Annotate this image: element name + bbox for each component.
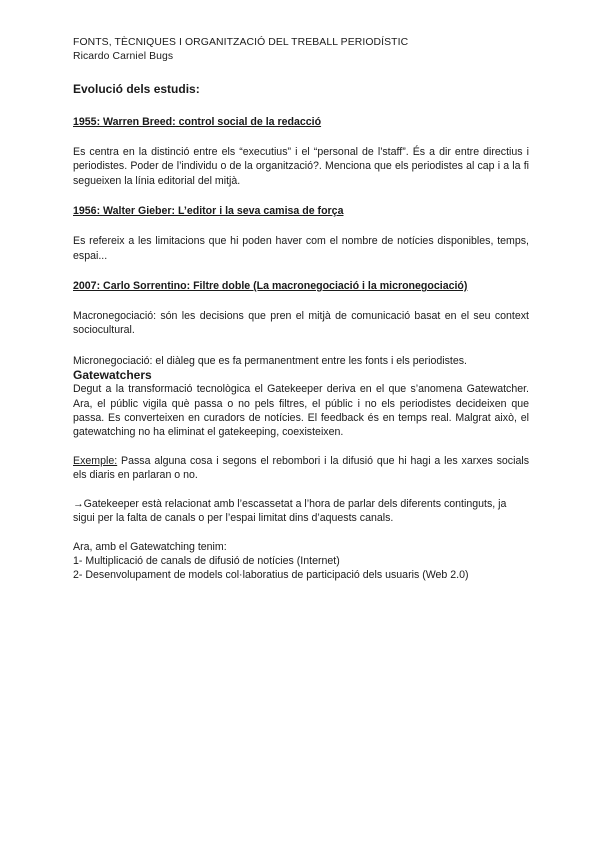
gatekeeper-note: →Gatekeeper està relacionat amb l’escassetat a l’hora de parlar dels diferents continguts, ja sigui per la falta de canals o per l’espai limitat dins d’aquests canals. — [73, 497, 507, 525]
gatewatchers-title: Gatewatchers — [73, 368, 152, 383]
study-heading-breed: 1955: Warren Breed: control social de la redacció — [73, 116, 322, 128]
gatewatchers-example — [73, 454, 529, 483]
list-item: 2- Desenvolupament de models col·laboratius de participació dels usuaris (Web 2.0) — [73, 569, 469, 582]
example-text: Passa alguna cosa i segons el rebombori i la difusió que hi hagi a les xarxes socials els diaris en parlaran o no. — [73, 454, 529, 482]
study-body-breed: Es centra en la distinció entre els “executius” i el “personal de l’staff”. És a dir entre directius i periodistes. Poder de l’individu o de la organització?. Menciona que els periodistes al cap i a la fi segueixen la línia editorial del mitjà. — [73, 146, 529, 187]
study-body-gieber: Es refereix a les limitacions que hi poden haver com el nombre de notícies disponibles, temps, espai... — [73, 235, 529, 262]
list-item: 1- Multiplicació de canals de difusió de notícies (Internet) — [73, 554, 340, 567]
course-title: FONTS, TÈCNIQUES I ORGANITZACIÓ DEL TREBALL PERIODÍSTIC — [73, 37, 409, 48]
list-intro: Ara, amb el Gatewatching tenim: — [73, 540, 227, 553]
author-name: Ricardo Carniel Bugs — [73, 51, 174, 62]
study-heading-gieber: 1956: Walter Gieber: L’editor i la seva camisa de força — [73, 205, 344, 218]
study-body-macro: Macronegociació: són les decisions que pren el mitjà de comunicació basat en el seu context sociocultural. — [73, 310, 529, 337]
study-heading-sorrentino: 2007: Carlo Sorrentino: Filtre doble (La macronegociació i la micronegociació) — [73, 280, 468, 293]
section-title: Evolució dels estudis: — [73, 82, 200, 96]
example-label: Exemple: — [73, 454, 118, 467]
document-page — [73, 36, 529, 583]
gatewatchers-intro: Degut a la transformació tecnològica el Gatekeeper deriva en el que s’anomena Gatewatcher. Ara, el públic vigila què passa o no pels filtres, el públic i no els periodistes decideixen que passa. Es converteixen en curadors de notícies. El feedback és en temps real. Malgrat això, el gatewatching no ha eliminat el gatekeeping, coexisteixen. — [73, 383, 529, 439]
study-body-micro: Micronegociació: el diàleg que es fa permanentment entre les fonts i els periodistes. — [73, 354, 467, 367]
